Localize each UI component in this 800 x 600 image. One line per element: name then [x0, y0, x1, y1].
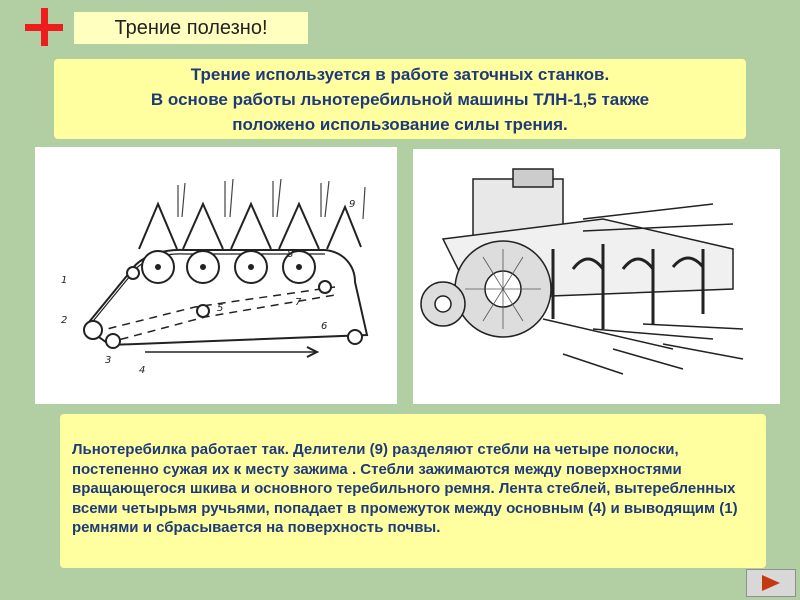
pulley	[319, 281, 331, 293]
intro-line-3: положено использование силы трения.	[232, 114, 568, 134]
divider	[183, 204, 223, 249]
label-3: 3	[105, 355, 112, 366]
intro-line-2: В основе работы льнотеребильной машины ТЛН-1,5 также	[150, 89, 650, 109]
mechanism-diagram	[35, 147, 397, 404]
label-5: 5	[217, 303, 224, 314]
label-9: 9	[349, 199, 356, 210]
description-text: Льнотеребилка работает так. Делители (9) разделяют стебли на четыре полоски, постепенно сужая их к месту зажима . Стебли зажимаются между поверхностями вращающегося шкива и основного теребильного ремня. Лента стеблей, вытеребленных всеми четырьмя ручьями, попадает в промежуток между основным (4) и выводящим (1) ремнями и сбрасывается на поверхность почвы.	[72, 441, 738, 536]
label-4: 4	[139, 365, 146, 376]
label-2: 2	[61, 315, 68, 326]
divider	[279, 204, 319, 249]
label-1: 1	[61, 275, 68, 286]
label-6: 6	[321, 321, 328, 332]
pulley	[197, 305, 209, 317]
pulley	[348, 330, 362, 344]
plus-icon	[22, 4, 66, 48]
tractor-illustration-svg	[413, 149, 780, 404]
divider	[327, 207, 361, 249]
intro-line-1: Трение используется в работе заточных станков.	[190, 64, 610, 84]
tractor-illustration	[413, 149, 780, 404]
next-slide-button[interactable]	[746, 569, 796, 597]
page-title: Трение полезно!	[74, 12, 308, 44]
pulley	[84, 321, 102, 339]
play-arrow-icon	[758, 574, 784, 592]
description-box	[60, 414, 766, 568]
pulley	[127, 267, 139, 279]
divider	[139, 204, 177, 249]
divider	[231, 204, 271, 249]
pulley	[106, 334, 120, 348]
label-7: 7	[295, 297, 302, 308]
intro-box	[54, 59, 746, 139]
mechanism-diagram-svg	[35, 147, 397, 404]
label-8: 8	[287, 249, 294, 260]
